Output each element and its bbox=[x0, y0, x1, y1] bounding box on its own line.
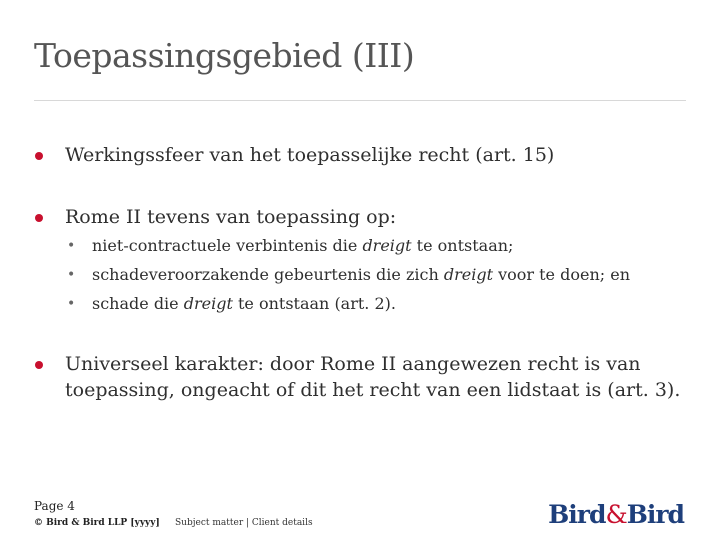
bullet-text: Werkingssfeer van het toepasselijke recht (art. 15) bbox=[65, 144, 555, 166]
footer-subject: Subject matter | Client details bbox=[175, 518, 313, 528]
slide-title: Toepassingsgebied (III) bbox=[34, 36, 415, 75]
sub-bullet-text: schadeveroorzakende gebeurtenis die zich dreigt voor te doen; en bbox=[92, 265, 631, 284]
title-divider bbox=[34, 100, 686, 101]
bullet-item bbox=[35, 142, 685, 168]
sub-bullet-item bbox=[67, 262, 630, 288]
footer-page-number: Page 4 bbox=[34, 499, 75, 513]
bullet-item bbox=[35, 351, 685, 403]
sub-bullet-text: niet-contractuele verbintenis die dreigt te ontstaan; bbox=[92, 236, 514, 255]
bird-and-bird-logo: Bird&Bird bbox=[548, 500, 684, 529]
sub-bullet-item bbox=[67, 291, 396, 317]
sub-bullet-text: schade die dreigt te ontstaan (art. 2). bbox=[92, 294, 396, 313]
bullet-dot-icon bbox=[35, 361, 43, 369]
sub-bullet-item bbox=[67, 233, 513, 259]
sub-bullet-marker: • bbox=[67, 267, 76, 283]
bullet-text: Rome II tevens van toepassing op: bbox=[65, 206, 397, 228]
bullet-dot-icon bbox=[35, 152, 43, 160]
sub-bullet-marker: • bbox=[67, 296, 76, 312]
footer-copyright: © Bird & Bird LLP [yyyy] bbox=[34, 518, 160, 528]
bullet-item bbox=[35, 204, 685, 230]
sub-bullet-marker: • bbox=[67, 238, 76, 254]
bullet-dot-icon bbox=[35, 214, 43, 222]
bullet-text: Universeel karakter: door Rome II aangewezen recht is van toepassing, ongeacht of dit het recht van een lidstaat is (art. 3). bbox=[65, 353, 681, 401]
